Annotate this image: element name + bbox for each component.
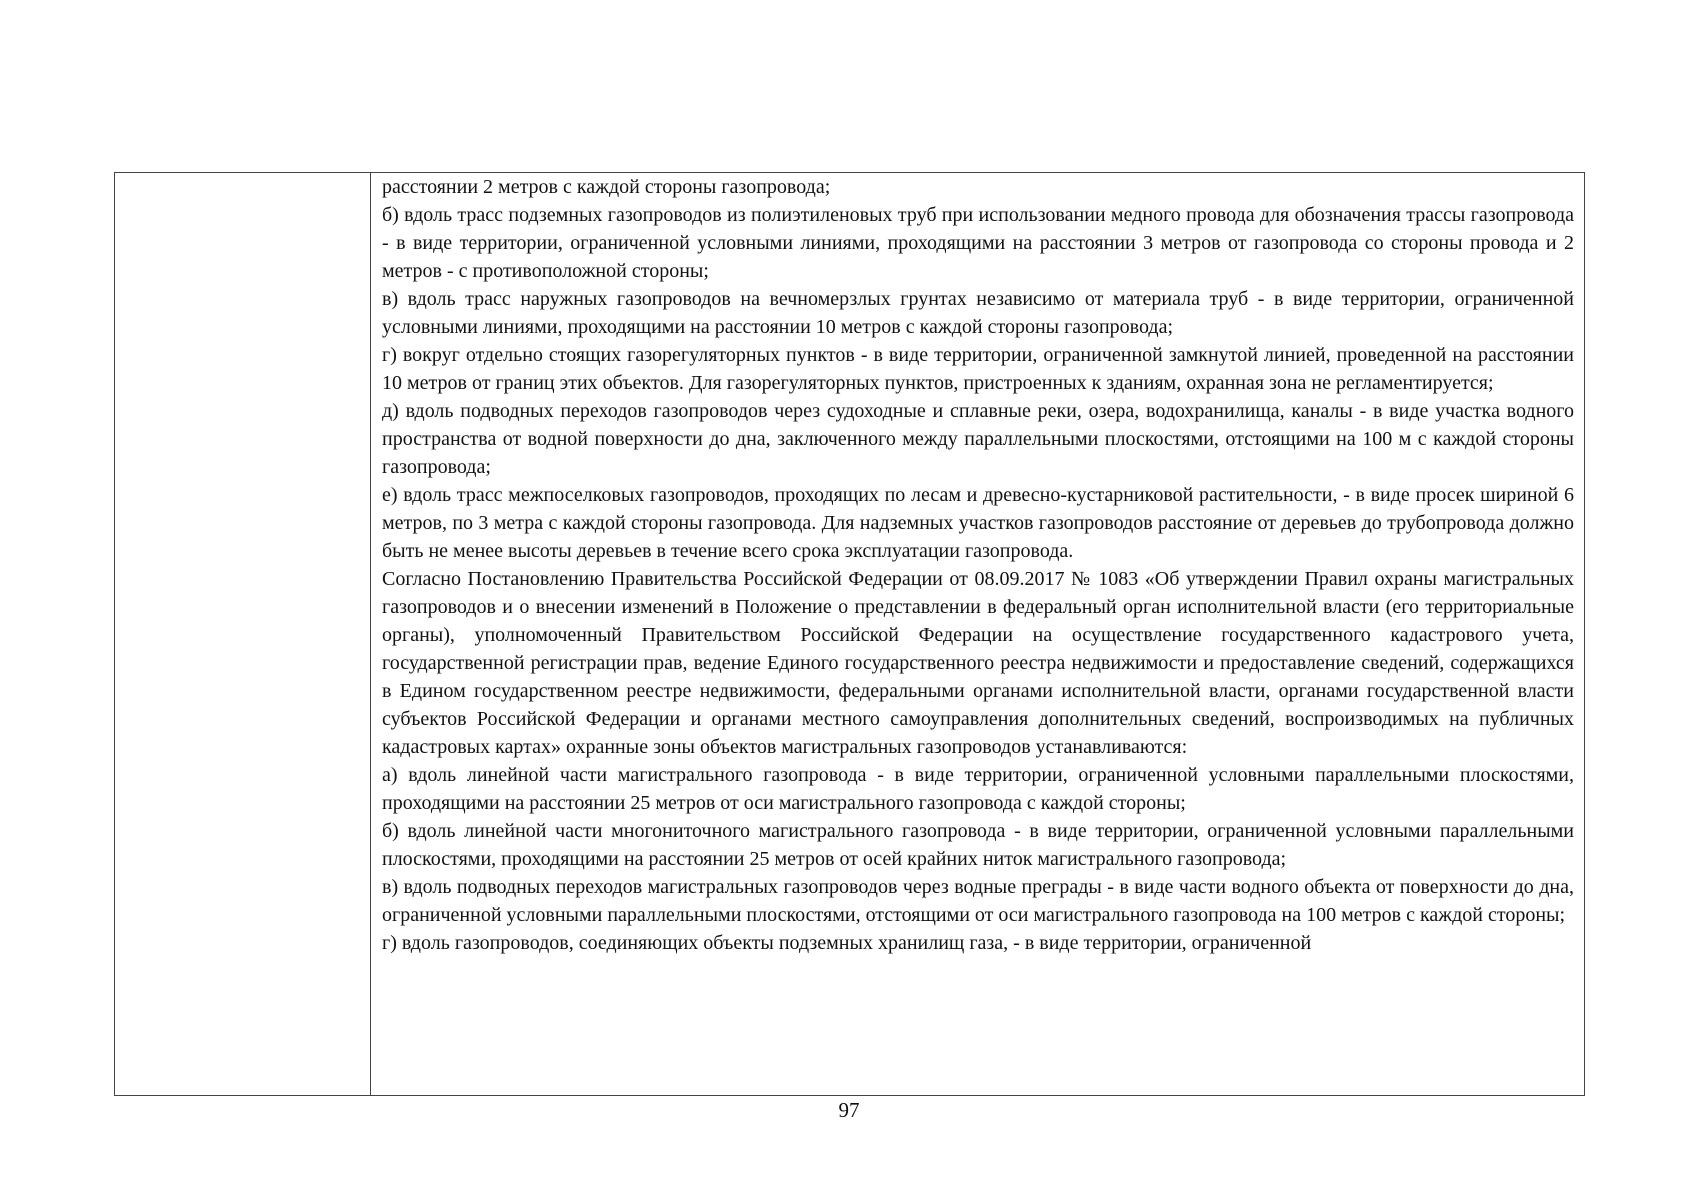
paragraph-item-b-multiline: б) вдоль линейной части многониточного магистрального газопровода - в виде территории, ограниченной условными параллельными плоскостями, проходящими на расстоянии 25 метров от осей крайних ниток магистрального газопровода; xyxy=(382,820,1574,870)
paragraph-item-g-storage-connections: г) вдоль газопроводов, соединяющих объекты подземных хранилищ газа, - в виде территории, ограниченной xyxy=(382,932,1312,954)
document-table xyxy=(114,172,1585,1096)
paragraph-item-v-permafrost: в) вдоль трасс наружных газопроводов на вечномерзлых грунтах независимо от материала труб - в виде территории, ограниченной условными линиями, проходящими на расстоянии 10 метров с каждой стороны газопровода; xyxy=(382,288,1574,338)
paragraph-continuation: расстоянии 2 метров с каждой стороны газопровода; xyxy=(382,176,831,198)
paragraph-item-v-water-barriers: в) вдоль подводных переходов магистральных газопроводов через водные преграды - в виде части водного объекта от поверхности до дна, ограниченной условными параллельными плоскостями, отстоящими от оси магистрального газопровода на 100 метров с каждой стороны; xyxy=(382,876,1574,926)
paragraph-item-b-polyethylene: б) вдоль трасс подземных газопроводов из полиэтиленовых труб при использовании медного провода для обозначения трассы газопровода - в виде территории, ограниченной условными линиями, проходящими на расстоянии 3 метров от газопровода со стороны провода и 2 метров - с противоположной стороны; xyxy=(382,204,1574,282)
paragraph-item-g-regulator-points: г) вокруг отдельно стоящих газорегуляторных пунктов - в виде территории, ограниченной замкнутой линией, проведенной на расстоянии 10 метров от границ этих объектов. Для газорегуляторных пунктов, пристроенных к зданиям, охранная зона не регламентируется; xyxy=(382,344,1574,394)
paragraph-decree-1083: Согласно Постановлению Правительства Российской Федерации от 08.09.2017 № 1083 «Об утверждении Правил охраны магистральных газопроводов и о внесении изменений в Положение о представлении в федеральный орган исполнительной власти (его территориальные органы), уполномоченный Правительством Российской Федерации на осуществление государственного кадастрового учета, государственной регистрации прав, ведение Единого государственного реестра недвижимости и предоставление сведений, содержащихся в Едином государственном реестре недвижимости, федеральными органами исполнительной власти, органами государственной власти субъектов Российской Федерации и органами местного самоуправления дополнительных сведений, воспроизводимых на публичных кадастровых картах» охранные зоны объектов магистральных газопроводов устанавливаются: xyxy=(382,568,1574,758)
table-right-cell xyxy=(371,173,1584,1095)
paragraph-item-a-linear-part: а) вдоль линейной части магистрального газопровода - в виде территории, ограниченной условными параллельными плоскостями, проходящими на расстоянии 25 метров от оси магистрального газопровода с каждой стороны; xyxy=(382,764,1574,814)
paragraph-item-e-forest-routes: е) вдоль трасс межпоселковых газопроводов, проходящих по лесам и древесно-кустарниковой растительности, - в виде просек шириной 6 метров, по 3 метра с каждой стороны газопровода. Для надземных участков газопроводов расстояние от деревьев до трубопровода должно быть не менее высоты деревьев в течение всего срока эксплуатации газопровода. xyxy=(382,484,1574,562)
page-number: 97 xyxy=(838,1098,860,1122)
table-left-cell xyxy=(115,173,371,1095)
paragraph-item-d-underwater-crossings: д) вдоль подводных переходов газопроводов через судоходные и сплавные реки, озера, водохранилища, каналы - в виде участка водного пространства от водной поверхности до дна, заключенного между параллельными плоскостями, отстоящими на 100 м с каждой стороны газопровода; xyxy=(382,400,1574,478)
